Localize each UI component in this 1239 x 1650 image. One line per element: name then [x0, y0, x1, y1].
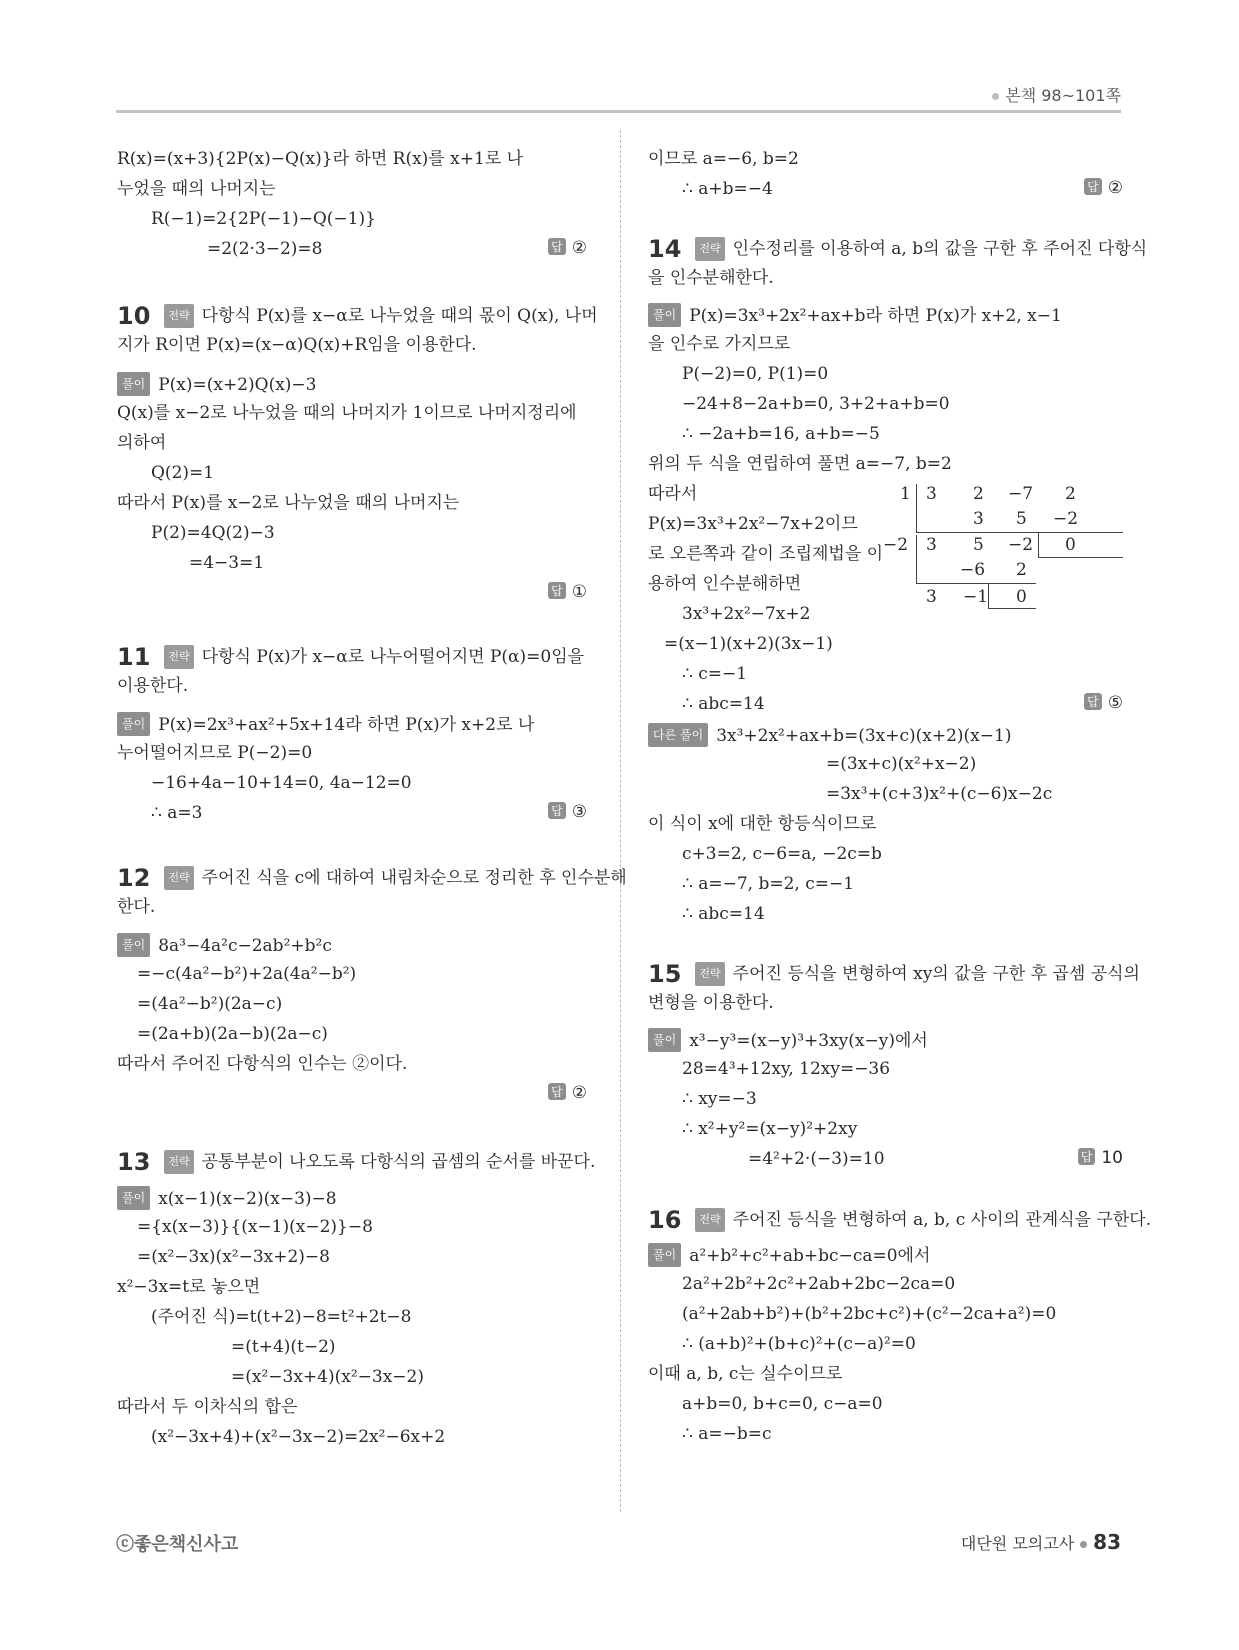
- solution-line: =(4a²−b²)(2a−c): [137, 994, 283, 1014]
- strategy-line: 이용한다.: [117, 676, 189, 696]
- solution-line: 28=4³+12xy, 12xy=−36: [682, 1059, 891, 1079]
- solution-line: ∴ abc=14: [682, 694, 765, 714]
- synth-cell: −6: [960, 560, 986, 580]
- synth-cell: −7: [1008, 484, 1034, 504]
- solution-line: ∴ c=−1: [682, 664, 748, 684]
- page-reference: 본책 98~101쪽: [992, 83, 1121, 106]
- alt-solution-line: =3x³+(c+3)x²+(c−6)x−2c: [826, 784, 1053, 804]
- solution-line: 풀이 P(x)=2x³+ax²+5x+14라 하면 P(x)가 x+2로 나: [117, 712, 534, 736]
- solution-line: 누어떨어지므로 P(−2)=0: [117, 743, 313, 763]
- solution-line: =(2a+b)(2a−b)(2a−c): [137, 1024, 328, 1044]
- synth-rule: [1038, 557, 1123, 558]
- solution-line: 따라서 주어진 다항식의 인수는 ②이다.: [117, 1054, 408, 1074]
- solution-line: ∴ x²+y²=(x−y)²+2xy: [682, 1119, 858, 1139]
- solution-line: =4²+2·(−3)=10: [748, 1149, 885, 1169]
- solution-line: 따라서: [648, 484, 698, 504]
- answer: 답 ⑤: [1084, 693, 1123, 713]
- solution-line: 의하여: [117, 433, 167, 453]
- strategy-line: 한다.: [117, 897, 156, 917]
- solution-line: R(−1)=2{2P(−1)−Q(−1)}: [151, 209, 376, 229]
- column-divider: [620, 130, 621, 1512]
- solution-line: 로 오른쪽과 같이 조립제법을 이: [648, 544, 884, 564]
- synth-cell: 2: [1065, 484, 1076, 504]
- synth-cell: 1: [900, 484, 911, 504]
- header-rule: [116, 110, 1121, 113]
- solution-line: 2a²+2b²+2c²+2ab+2bc−2ca=0: [682, 1274, 956, 1294]
- synth-cell: 3: [973, 509, 984, 529]
- solution-line: =4−3=1: [189, 553, 265, 573]
- bullet-icon: [1080, 1541, 1087, 1548]
- solution-line: =−c(4a²−b²)+2a(4a²−b²): [137, 964, 357, 984]
- solution-line: (a²+2ab+b²)+(b²+2bc+c²)+(c²−2ca+a²)=0: [682, 1304, 1057, 1324]
- solution-line: ∴ xy=−3: [682, 1089, 757, 1109]
- alt-solution-line: c+3=2, c−6=a, −2c=b: [682, 844, 882, 864]
- synth-rule: [916, 532, 1123, 533]
- synth-cell: 3: [926, 535, 937, 555]
- strategy-line: 을 인수분해한다.: [648, 268, 774, 288]
- answer: 답 ②: [548, 1083, 587, 1103]
- answer: 답 ③: [548, 802, 587, 822]
- solution-line: 풀이 a²+b²+c²+ab+bc−ca=0에서: [648, 1243, 930, 1267]
- problem-11-header: 11 전략 다항식 P(x)가 x−α로 나누어떨어지면 P(α)=0임을: [117, 643, 585, 671]
- answer: 답 10: [1078, 1148, 1123, 1168]
- problem-14-header: 14 전략 인수정리를 이용하여 a, b의 값을 구한 후 주어진 다항식: [648, 235, 1148, 263]
- solution-line: 따라서 P(x)를 x−2로 나누었을 때의 나머지는: [117, 493, 460, 513]
- synth-rule: [988, 608, 1036, 609]
- solution-line: 3x³+2x²−7x+2: [682, 604, 811, 624]
- solution-line: (주어진 식)=t(t+2)−8=t²+2t−8: [151, 1307, 412, 1327]
- synth-rule: [1038, 532, 1039, 557]
- solution-line: =(x²−3x)(x²−3x+2)−8: [137, 1247, 330, 1267]
- solution-line: ={x(x−3)}{(x−1)(x−2)}−8: [137, 1217, 373, 1237]
- synth-cell: 5: [973, 535, 984, 555]
- synth-cell: −1: [963, 587, 989, 607]
- solution-line: =(x−1)(x+2)(3x−1): [664, 634, 833, 654]
- solution-line: P(x)=3x³+2x²−7x+2이므: [648, 514, 858, 534]
- synth-cell: 3: [926, 484, 937, 504]
- solution-line: −16+4a−10+14=0, 4a−12=0: [151, 773, 412, 793]
- alt-solution-line: 다른 풀이 3x³+2x²+ax+b=(3x+c)(x+2)(x−1): [648, 723, 1011, 747]
- problem-16-header: 16 전략 주어진 등식을 변형하여 a, b, c 사이의 관계식을 구한다.: [648, 1206, 1152, 1234]
- bullet-icon: [992, 93, 999, 100]
- synth-cell: −2: [1053, 509, 1079, 529]
- synth-cell: 0: [1065, 535, 1076, 555]
- solution-line: ∴ a=−b=c: [682, 1424, 772, 1444]
- solution-line: 풀이 P(x)=(x+2)Q(x)−3: [117, 372, 316, 396]
- synth-cell: 2: [1016, 560, 1027, 580]
- alt-solution-line: =(3x+c)(x²+x−2): [826, 754, 977, 774]
- synth-rule: [988, 583, 989, 608]
- problem-13-header: 13 전략 공통부분이 나오도록 다항식의 곱셈의 순서를 바꾼다.: [117, 1148, 596, 1176]
- solution-line: −24+8−2a+b=0, 3+2+a+b=0: [682, 394, 950, 414]
- solution-line: 따라서 두 이차식의 합은: [117, 1397, 298, 1417]
- solution-line: 풀이 x(x−1)(x−2)(x−3)−8: [117, 1186, 337, 1210]
- publisher-logo: ⓒ좋은책신사고: [116, 1534, 239, 1555]
- synth-rule: [916, 535, 917, 583]
- answer: 답 ①: [548, 582, 587, 602]
- synth-cell: 0: [1016, 587, 1027, 607]
- answer: 답 ②: [548, 238, 587, 258]
- solution-line: 이므로 a=−6, b=2: [648, 149, 799, 169]
- answer: 답 ②: [1084, 178, 1123, 198]
- synth-cell: −2: [1008, 535, 1034, 555]
- solution-line: 위의 두 식을 연립하여 풀면 a=−7, b=2: [648, 454, 952, 474]
- alt-solution-line: 이 식이 x에 대한 항등식이므로: [648, 814, 877, 834]
- solution-line: ∴ −2a+b=16, a+b=−5: [682, 424, 880, 444]
- solution-line: 풀이 8a³−4a²c−2ab²+b²c: [117, 933, 332, 957]
- synth-cell: −2: [883, 535, 909, 555]
- solution-line: Q(2)=1: [151, 463, 215, 483]
- problem-15-header: 15 전략 주어진 등식을 변형하여 xy의 값을 구한 후 곱셈 공식의: [648, 960, 1140, 988]
- solution-line: R(x)=(x+3){2P(x)−Q(x)}라 하면 R(x)를 x+1로 나: [117, 149, 524, 169]
- solution-line: =(x²−3x+4)(x²−3x−2): [231, 1367, 424, 1387]
- solution-line: P(−2)=0, P(1)=0: [682, 364, 829, 384]
- synth-rule: [916, 583, 1036, 584]
- solution-line: =2(2·3−2)=8: [207, 239, 323, 259]
- synthetic-division-table: [878, 484, 1123, 614]
- synth-rule: [916, 484, 917, 532]
- solution-line: 이때 a, b, c는 실수이므로: [648, 1364, 843, 1384]
- strategy-line: 변형을 이용한다.: [648, 993, 774, 1013]
- solution-line: 누었을 때의 나머지는: [117, 179, 276, 199]
- problem-12-header: 12 전략 주어진 식을 c에 대하여 내림차순으로 정리한 후 인수분해: [117, 864, 627, 892]
- solution-line: (x²−3x+4)+(x²−3x−2)=2x²−6x+2: [151, 1427, 446, 1447]
- page-number: 83: [1093, 1530, 1121, 1554]
- solution-line: 용하여 인수분해하면: [648, 574, 802, 594]
- synth-cell: 3: [926, 587, 937, 607]
- solution-line: 을 인수로 가지므로: [648, 334, 791, 354]
- alt-solution-line: ∴ abc=14: [682, 904, 765, 924]
- solution-line: ∴ (a+b)²+(b+c)²+(c−a)²=0: [682, 1334, 916, 1354]
- solution-line: 풀이 x³−y³=(x−y)³+3xy(x−y)에서: [648, 1028, 928, 1052]
- solution-line: ∴ a+b=−4: [682, 179, 773, 199]
- synth-cell: 5: [1016, 509, 1027, 529]
- alt-solution-line: ∴ a=−7, b=2, c=−1: [682, 874, 855, 894]
- solution-line: a+b=0, b+c=0, c−a=0: [682, 1394, 883, 1414]
- solution-line: P(2)=4Q(2)−3: [151, 523, 275, 543]
- page-footer: 대단원 모의고사 83: [960, 1530, 1121, 1554]
- solution-line: 풀이 P(x)=3x³+2x²+ax+b라 하면 P(x)가 x+2, x−1: [648, 303, 1062, 327]
- solution-line: x²−3x=t로 놓으면: [117, 1277, 261, 1297]
- solution-line: ∴ a=3: [151, 803, 203, 823]
- solution-line: Q(x)를 x−2로 나누었을 때의 나머지가 1이므로 나머지정리에: [117, 403, 577, 423]
- strategy-line: 지가 R이면 P(x)=(x−α)Q(x)+R임을 이용한다.: [117, 335, 477, 355]
- problem-10-header: 10 전략 다항식 P(x)를 x−α로 나누었을 때의 몫이 Q(x), 나머: [117, 302, 598, 330]
- synth-cell: 2: [973, 484, 984, 504]
- solution-line: =(t+4)(t−2): [231, 1337, 336, 1357]
